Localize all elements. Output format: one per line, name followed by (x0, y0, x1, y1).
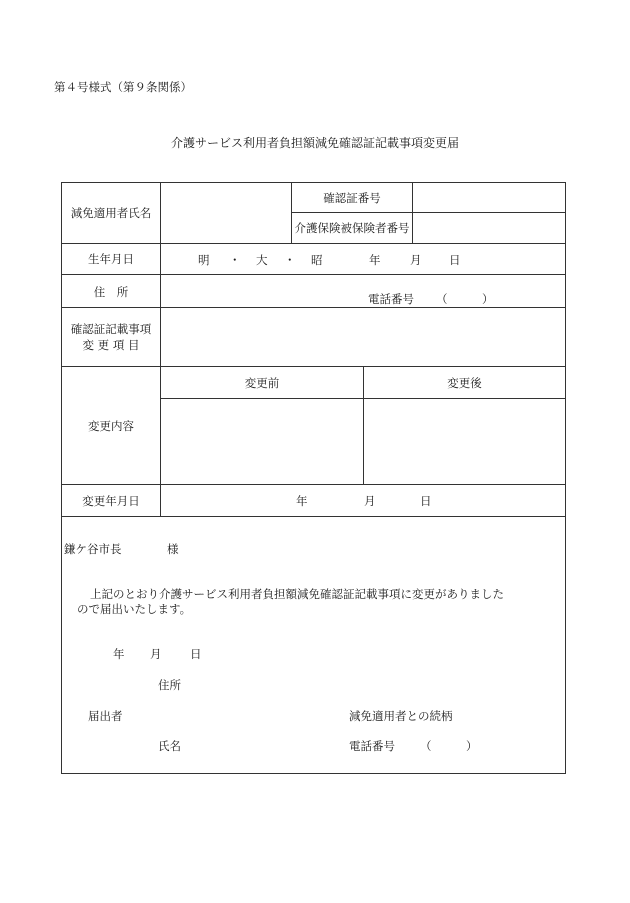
addressee-sama: 様 (167, 542, 179, 556)
applicant-name-field[interactable] (161, 183, 291, 243)
era-showa[interactable]: 昭 (311, 253, 323, 267)
relation-label: 減免適用者との続柄 (349, 709, 453, 723)
era-taisho[interactable]: 大 (256, 253, 268, 267)
submitter-address-label: 住所 (158, 678, 181, 692)
after-label: 変更後 (447, 375, 482, 390)
change-date-label: 変更年月日 (82, 493, 140, 508)
change-items-label (62, 308, 160, 366)
phone-paren[interactable]: （ ） (436, 292, 494, 306)
address-label: 住 所 (93, 285, 129, 299)
change-month-unit: 月 (364, 494, 376, 508)
era-dot: ・ (229, 253, 241, 267)
cert-number-field[interactable] (413, 183, 565, 212)
form-number: 第４号様式（第９条関係） (54, 80, 192, 94)
submitter-phone-label: 電話番号 (349, 739, 395, 753)
before-field[interactable] (161, 399, 363, 484)
applicant-name-label: 減免適用者氏名 (70, 206, 152, 220)
address-field[interactable] (161, 275, 565, 307)
submit-day-unit: 日 (190, 647, 202, 661)
change-items-label-line1: 確認証記載事項 (70, 322, 152, 336)
birth-month-unit: 月 (410, 253, 422, 267)
birth-year-unit: 年 (369, 253, 381, 267)
birth-date-label: 生年月日 (88, 252, 134, 266)
after-field[interactable] (364, 399, 565, 484)
submitter-name-label: 氏名 (158, 739, 181, 753)
era-dot: ・ (284, 253, 296, 267)
submitter-phone-paren[interactable]: （ ） (420, 739, 478, 753)
change-items-field[interactable] (161, 308, 565, 366)
change-day-unit: 日 (420, 494, 432, 508)
form-title: 介護サービス利用者負担額減免確認証記載事項変更届 (170, 136, 459, 150)
body-text-line1: 上記のとおり介護サービス利用者負担額減免確認証記載事項に変更がありました (90, 587, 504, 601)
insured-number-label: 介護保険被保険者番号 (294, 221, 410, 235)
change-items-label-line2: 変 更 項 目 (82, 338, 140, 352)
insured-number-field[interactable] (413, 213, 565, 243)
body-text-line2: ので届出いたします。 (77, 602, 192, 616)
submit-month-unit: 月 (150, 647, 162, 661)
change-year-unit: 年 (296, 494, 308, 508)
submit-year-unit: 年 (113, 647, 125, 661)
cert-number-label: 確認証番号 (323, 190, 381, 205)
phone-label: 電話番号 (368, 292, 414, 306)
change-content-label: 変更内容 (88, 418, 134, 433)
submitter-label: 届出者 (88, 709, 123, 723)
before-label: 変更前 (244, 375, 280, 390)
addressee: 鎌ケ谷市長 (64, 542, 122, 556)
birth-day-unit: 日 (449, 253, 461, 267)
era-meiji[interactable]: 明 (198, 253, 210, 267)
